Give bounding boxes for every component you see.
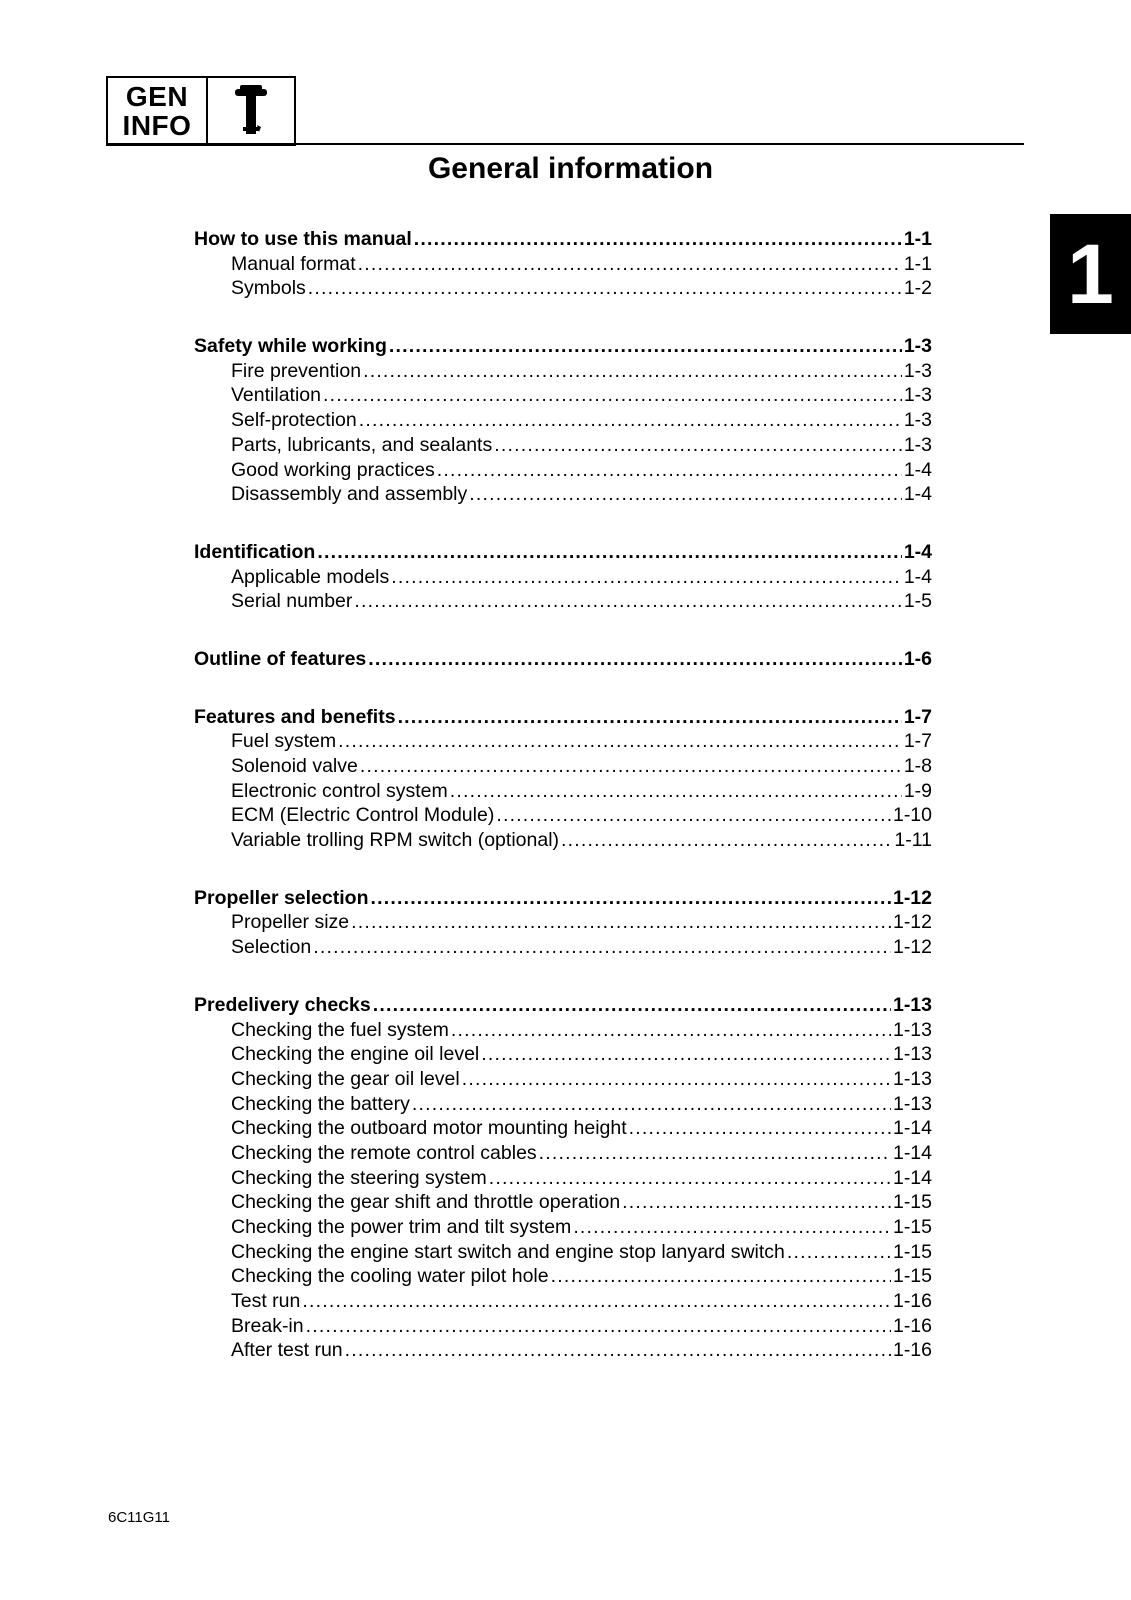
dot-leader bbox=[414, 228, 902, 251]
toc-section bbox=[194, 648, 932, 673]
toc-entry-page: 1-8 bbox=[903, 755, 932, 777]
toc-heading-title: Outline of features bbox=[194, 647, 367, 670]
toc-entry[interactable] bbox=[194, 277, 932, 302]
dot-leader bbox=[360, 755, 902, 778]
toc-entry-title: Checking the engine start switch and engine stop lanyard switch bbox=[231, 1240, 785, 1263]
toc-heading-title: Predelivery checks bbox=[194, 993, 371, 1016]
toc-heading-page: 1-4 bbox=[903, 540, 932, 563]
dot-leader bbox=[787, 1241, 891, 1264]
toc-heading[interactable] bbox=[194, 335, 932, 360]
dot-leader bbox=[539, 1142, 891, 1165]
dot-leader bbox=[368, 648, 902, 671]
toc-entry-title: Manual format bbox=[231, 252, 356, 275]
toc-heading-page: 1-1 bbox=[903, 228, 932, 250]
toc-entry-page: 1-11 bbox=[894, 829, 932, 852]
toc-heading[interactable] bbox=[194, 706, 932, 731]
toc-entry-page: 1-15 bbox=[892, 1265, 932, 1288]
toc-entry-title: Checking the gear shift and throttle operation bbox=[231, 1191, 621, 1214]
toc-heading-page: 1-6 bbox=[903, 647, 932, 670]
toc-entry-page: 1-3 bbox=[903, 384, 932, 407]
header-rule bbox=[106, 143, 1024, 145]
toc-entry[interactable] bbox=[194, 459, 932, 484]
dot-leader bbox=[450, 780, 902, 803]
outboard-motor-icon bbox=[208, 78, 294, 144]
toc-heading-page: 1-7 bbox=[903, 705, 932, 728]
toc-entry-title: Applicable models bbox=[231, 565, 390, 588]
dot-leader bbox=[462, 1068, 891, 1091]
toc-entry-title: Serial number bbox=[231, 590, 353, 613]
toc-entry-page: 1-15 bbox=[892, 1191, 932, 1214]
dot-leader bbox=[573, 1216, 891, 1239]
toc-entry-title: After test run bbox=[231, 1339, 343, 1362]
toc-entry-title: Checking the remote control cables bbox=[231, 1141, 537, 1164]
toc-entry-page: 1-4 bbox=[903, 565, 932, 588]
toc-entry[interactable] bbox=[194, 1191, 932, 1216]
toc-entry-title: Test run bbox=[231, 1290, 301, 1313]
toc-entry-page: 1-7 bbox=[903, 730, 932, 753]
toc-entry-page: 1-14 bbox=[892, 1141, 932, 1164]
toc-entry[interactable] bbox=[194, 384, 932, 409]
dot-leader bbox=[363, 360, 902, 383]
toc-heading-page: 1-3 bbox=[903, 335, 932, 358]
chapter-tab: 1 bbox=[1050, 214, 1131, 334]
toc-entry-title: Solenoid valve bbox=[231, 755, 358, 777]
toc-heading-title: How to use this manual bbox=[194, 228, 412, 250]
toc-entry-page: 1-9 bbox=[903, 779, 932, 802]
toc-entry[interactable] bbox=[194, 1216, 932, 1241]
dot-leader bbox=[496, 804, 891, 827]
toc-entry[interactable] bbox=[194, 1290, 932, 1315]
dot-leader bbox=[622, 1191, 891, 1214]
toc-heading-title: Propeller selection bbox=[194, 886, 369, 909]
toc-entry[interactable] bbox=[194, 434, 932, 459]
toc-entry-page: 1-3 bbox=[903, 433, 932, 456]
toc-heading-title: Safety while working bbox=[194, 335, 387, 358]
toc-entry-title: Checking the battery bbox=[231, 1092, 410, 1115]
dot-leader bbox=[391, 566, 902, 589]
toc-section bbox=[194, 541, 932, 615]
toc-entry-page: 1-4 bbox=[903, 458, 932, 481]
toc-section bbox=[194, 887, 932, 961]
toc-heading-page: 1-12 bbox=[892, 886, 932, 909]
toc-entry-page: 1-14 bbox=[892, 1166, 932, 1189]
toc-entry-page: 1-2 bbox=[903, 277, 932, 300]
toc-entry-title: Ventilation bbox=[231, 384, 321, 407]
toc-entry-page: 1-12 bbox=[892, 936, 932, 959]
dot-leader bbox=[345, 1339, 891, 1362]
dot-leader bbox=[412, 1093, 891, 1116]
toc-entry-page: 1-13 bbox=[892, 1018, 932, 1041]
section-label bbox=[108, 78, 208, 144]
section-header-box bbox=[106, 76, 296, 146]
dot-leader bbox=[323, 384, 902, 407]
toc-entry[interactable] bbox=[194, 1019, 932, 1044]
dot-leader bbox=[308, 277, 902, 300]
dot-leader bbox=[351, 911, 891, 934]
toc-entry-page: 1-16 bbox=[892, 1290, 932, 1313]
dot-leader bbox=[306, 1315, 891, 1338]
document-code: 6C11G11 bbox=[108, 1509, 170, 1526]
toc-entry[interactable] bbox=[194, 1315, 932, 1340]
toc-entry[interactable] bbox=[194, 1093, 932, 1118]
dot-leader bbox=[494, 434, 902, 457]
toc-entry-title: Checking the steering system bbox=[231, 1166, 487, 1189]
dot-leader bbox=[561, 829, 892, 852]
toc-entry-page: 1-3 bbox=[903, 359, 932, 382]
toc-heading-title: Features and benefits bbox=[194, 705, 396, 728]
toc-entry-page: 1-15 bbox=[892, 1240, 932, 1263]
toc-entry-title: Checking the cooling water pilot hole bbox=[231, 1265, 549, 1288]
toc-entry[interactable] bbox=[194, 780, 932, 805]
toc-entry-title: Checking the gear oil level bbox=[231, 1067, 460, 1090]
toc-entry-title: Break-in bbox=[231, 1314, 304, 1337]
table-of-contents bbox=[194, 228, 932, 1397]
toc-entry-title: Parts, lubricants, and sealants bbox=[231, 433, 493, 456]
dot-leader bbox=[313, 936, 891, 959]
toc-entry-page: 1-13 bbox=[892, 1092, 932, 1115]
toc-heading[interactable] bbox=[194, 994, 932, 1019]
page-title: General information bbox=[427, 152, 714, 185]
toc-entry-page: 1-5 bbox=[903, 590, 932, 613]
toc-entry[interactable] bbox=[194, 1117, 932, 1142]
toc-entry[interactable] bbox=[194, 1142, 932, 1167]
toc-entry[interactable] bbox=[194, 1167, 932, 1192]
toc-entry-page: 1-12 bbox=[892, 911, 932, 934]
toc-entry-page: 1-16 bbox=[892, 1339, 932, 1362]
dot-leader bbox=[302, 1290, 891, 1313]
toc-entry[interactable] bbox=[194, 730, 932, 755]
toc-entry[interactable] bbox=[194, 911, 932, 936]
toc-entry-title: Disassembly and assembly bbox=[231, 483, 468, 506]
dot-leader bbox=[481, 1043, 891, 1066]
dot-leader bbox=[373, 994, 891, 1017]
toc-heading[interactable] bbox=[194, 541, 932, 566]
dot-leader bbox=[629, 1117, 891, 1140]
toc-entry-title: Checking the fuel system bbox=[231, 1018, 449, 1041]
toc-entry-title: Electronic control system bbox=[231, 779, 448, 802]
dot-leader bbox=[389, 335, 902, 358]
toc-entry[interactable] bbox=[194, 566, 932, 591]
toc-entry-title: Propeller size bbox=[231, 911, 350, 934]
toc-entry-title: Fire prevention bbox=[231, 359, 362, 382]
toc-heading-page: 1-13 bbox=[892, 993, 932, 1016]
toc-entry-page: 1-10 bbox=[892, 804, 932, 827]
toc-heading[interactable] bbox=[194, 887, 932, 912]
toc-entry[interactable] bbox=[194, 804, 932, 829]
toc-entry[interactable] bbox=[194, 829, 932, 854]
toc-entry[interactable] bbox=[194, 936, 932, 961]
toc-entry-title: ECM (Electric Control Module) bbox=[231, 804, 495, 827]
toc-entry[interactable] bbox=[194, 1339, 932, 1364]
toc-entry-title: Self-protection bbox=[231, 409, 357, 432]
dot-leader bbox=[489, 1167, 891, 1190]
toc-entry-page: 1-4 bbox=[903, 483, 932, 506]
dot-leader bbox=[338, 730, 902, 753]
toc-entry-page: 1-15 bbox=[892, 1216, 932, 1238]
dot-leader bbox=[354, 590, 901, 613]
dot-leader bbox=[398, 706, 902, 729]
toc-section bbox=[194, 706, 932, 854]
toc-entry-page: 1-14 bbox=[892, 1117, 932, 1140]
dot-leader bbox=[317, 541, 901, 564]
toc-section bbox=[194, 335, 932, 508]
toc-entry-page: 1-13 bbox=[892, 1043, 932, 1066]
toc-entry[interactable] bbox=[194, 590, 932, 615]
dot-leader bbox=[370, 887, 890, 910]
toc-entry-title: Checking the outboard motor mounting height bbox=[231, 1117, 627, 1140]
toc-heading-title: Identification bbox=[194, 540, 316, 563]
toc-entry-page: 1-13 bbox=[892, 1067, 932, 1090]
toc-entry[interactable] bbox=[194, 483, 932, 508]
toc-entry-title: Selection bbox=[231, 936, 312, 959]
toc-entry-title: Checking the power trim and tilt system bbox=[231, 1216, 572, 1238]
toc-entry[interactable] bbox=[194, 360, 932, 385]
toc-entry-title: Variable trolling RPM switch (optional) bbox=[231, 829, 560, 852]
toc-section bbox=[194, 994, 932, 1364]
dot-leader bbox=[551, 1265, 891, 1288]
toc-entry-page: 1-16 bbox=[892, 1314, 932, 1337]
toc-entry-title: Good working practices bbox=[231, 458, 435, 481]
toc-entry-page: 1-3 bbox=[903, 409, 932, 432]
dot-leader bbox=[359, 409, 902, 432]
toc-entry[interactable] bbox=[194, 755, 932, 780]
dot-leader bbox=[358, 253, 902, 276]
dot-leader bbox=[451, 1019, 891, 1042]
toc-entry-title: Symbols bbox=[231, 277, 306, 300]
toc-entry[interactable] bbox=[194, 1241, 932, 1266]
toc-entry[interactable] bbox=[194, 1043, 932, 1068]
dot-leader bbox=[437, 459, 902, 482]
toc-section bbox=[194, 228, 932, 302]
section-label-line2: INFO bbox=[122, 110, 192, 141]
toc-heading[interactable] bbox=[194, 648, 932, 673]
toc-heading[interactable] bbox=[194, 228, 932, 253]
toc-entry[interactable] bbox=[194, 409, 932, 434]
toc-entry[interactable] bbox=[194, 1068, 932, 1093]
toc-entry[interactable] bbox=[194, 1265, 932, 1290]
dot-leader bbox=[469, 483, 902, 506]
toc-entry[interactable] bbox=[194, 253, 932, 278]
toc-entry-title: Fuel system bbox=[231, 730, 337, 753]
section-label-line1: GEN bbox=[125, 81, 189, 112]
toc-entry-page: 1-1 bbox=[903, 252, 932, 275]
toc-entry-title: Checking the engine oil level bbox=[231, 1043, 480, 1066]
